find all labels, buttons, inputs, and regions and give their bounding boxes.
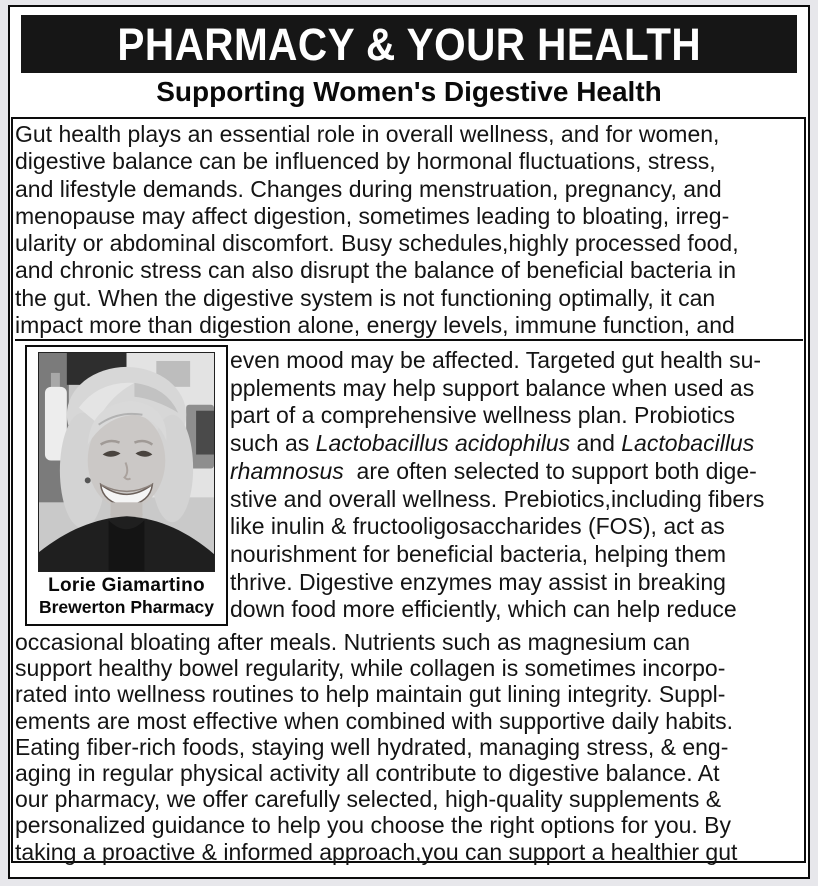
article-line: rhamnosus are often selected to support both dige- [230, 457, 757, 484]
article-line: personalized guidance to help you choose the right options for you. By [15, 812, 732, 839]
article-line: pplements may help support balance when used as [230, 374, 755, 401]
article-line: our pharmacy, we offer carefully selected, high-quality supplements & [15, 786, 722, 813]
article-line: and lifestyle demands. Changes during menstruation, pregnancy, and [15, 175, 722, 202]
header-banner [21, 15, 797, 73]
article-line: thrive. Digestive enzymes may assist in breaking [230, 568, 726, 595]
article-line: the gut. When the digestive system is not functioning optimally, it can [15, 284, 716, 311]
photo-caption-name: Lorie Giamartino [48, 575, 205, 596]
article-line: rated into wellness routines to help maintain gut lining integrity. Suppl- [15, 681, 726, 708]
photo-caption-organization: Brewerton Pharmacy [38, 597, 215, 617]
article-line: digestive balance can be influenced by hormonal fluctuations, stress, [15, 148, 716, 175]
article-line: taking a proactive & informed approach,you can support a healthier gut [15, 838, 738, 865]
pharmacist-portrait-photo [38, 352, 215, 572]
article-line: menopause may affect digestion, sometimes leading to bloating, irreg- [15, 202, 730, 229]
article-line: down food more efficiently, which can help reduce [230, 596, 737, 623]
article-line: ements are most effective when combined with supportive daily habits. [15, 707, 734, 734]
article-section-beside-photo [230, 347, 805, 624]
article-line: Eating fiber-rich foods, staying well hydrated, managing stress, & eng- [15, 733, 729, 760]
article-line: support healthy bowel regularity, while collagen is sometimes incorpo- [15, 655, 726, 682]
article-line: such as Lactobacillus acidophilus and Lactobacillus [230, 430, 755, 457]
article-subtitle: Supporting Women's Digestive Health [156, 76, 662, 107]
article-line: aging in regular physical activity all contribute to digestive balance. At [15, 760, 720, 787]
article-line: even mood may be affected. Targeted gut health su- [230, 347, 762, 373]
photo-box [25, 345, 228, 626]
article-section-bottom [15, 629, 803, 865]
article-section-top [15, 121, 803, 341]
article-line: impact more than digestion alone, energy levels, immune function, and [15, 312, 735, 339]
article-line: occasional bloating after meals. Nutrients such as magnesium can [15, 629, 691, 655]
article-line: Gut health plays an essential role in overall wellness, and for women, [15, 121, 720, 147]
article-line: part of a comprehensive wellness plan. Probiotics [230, 402, 735, 429]
article-line: ularity or abdominal discomfort. Busy schedules,highly processed food, [15, 230, 739, 257]
article-line: nourishment for beneficial bacteria, helping them [230, 540, 727, 567]
article-line: stive and overall wellness. Prebiotics,including fibers [230, 485, 765, 512]
article-line: and chronic stress can also disrupt the balance of beneficial bacteria in [15, 257, 737, 284]
page-title: PHARMACY & YOUR HEALTH [117, 18, 701, 70]
article-line: like inulin & fructooligosaccharides (FOS), act as [230, 513, 725, 540]
